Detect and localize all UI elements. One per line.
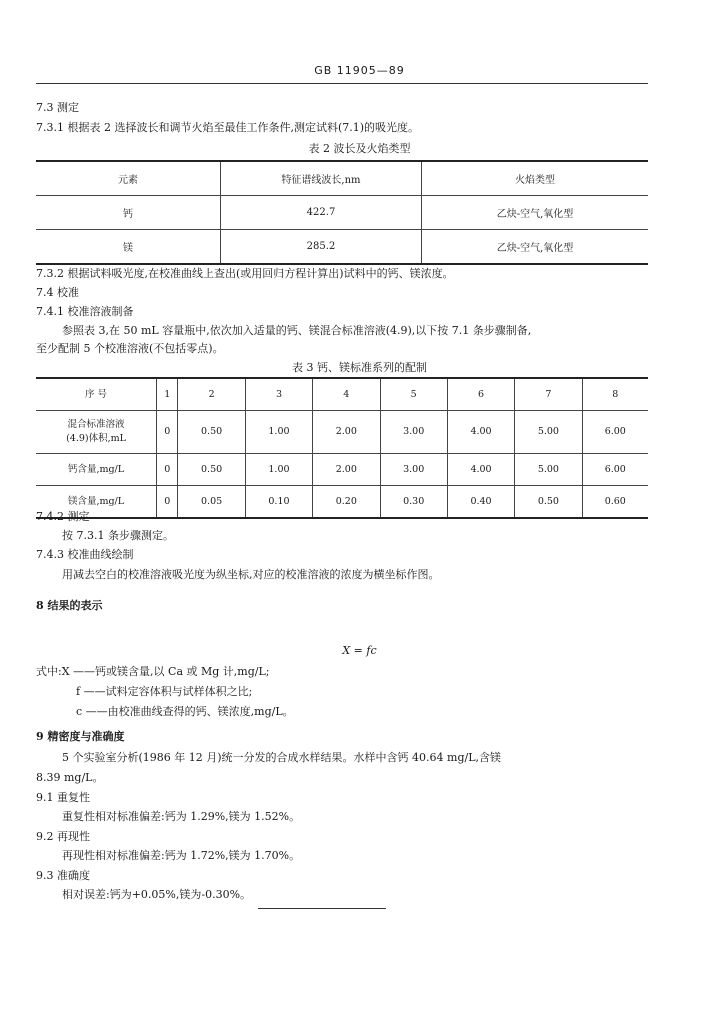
formula-where-x: 式中:X ——钙或镁含量,以 Ca 或 Mg 计,mg/L;: [36, 665, 270, 678]
table-cell: 0.50: [515, 486, 582, 519]
formula-where-f: f ——试料定容体积与试样体积之比;: [76, 685, 253, 698]
table-cell: 0.30: [380, 486, 447, 519]
table-cell: 4.00: [447, 454, 514, 486]
table-header-cell: 4: [313, 378, 380, 411]
formula-where-c: c ——由校准曲线查得的钙、镁浓度,mg/L。: [76, 705, 294, 718]
table-cell: 6.00: [582, 411, 648, 454]
header-rule: [36, 83, 648, 84]
section-7-3-heading: 7.3 测定: [36, 101, 79, 114]
table-cell: 422.7: [221, 196, 422, 230]
table-cell: 0.50: [178, 411, 245, 454]
table-cell: 1.00: [245, 411, 312, 454]
table-header-cell: 8: [582, 378, 648, 411]
section-7-4-1-text: 参照表 3,在 50 mL 容量瓶中,依次加入适量的钙、镁混合标准溶液(4.9),以下按 7.1 条步骤制备,: [62, 324, 532, 337]
table-cell: 0.40: [447, 486, 514, 519]
table-header-cell: 特征谱线波长,nm: [221, 161, 422, 196]
table-cell: 0.20: [313, 486, 380, 519]
section-9-3-heading: 9.3 准确度: [36, 869, 90, 882]
document-code: GB 11905—89: [314, 64, 405, 77]
end-rule: [258, 908, 386, 909]
table-row: [36, 454, 648, 486]
table-cell: 3.00: [380, 411, 447, 454]
section-7-3-2-text: 7.3.2 根据试料吸光度,在校准曲线上查出(或用回归方程计算出)试料中的钙、镁浓度。: [36, 267, 454, 280]
table-header-cell: 7: [515, 378, 582, 411]
row-label-line1: 混合标准溶液: [67, 419, 125, 430]
table-cell: 2.00: [313, 411, 380, 454]
table-cell: 乙炔-空气,氧化型: [422, 196, 649, 230]
table-cell: 0.05: [178, 486, 245, 519]
table-cell: 0.10: [245, 486, 312, 519]
table-row: [36, 161, 648, 196]
section-9-text-cont: 8.39 mg/L。: [36, 771, 104, 784]
table-header-cell: 3: [245, 378, 312, 411]
row-label-line2: (4.9)体积,mL: [66, 433, 126, 444]
table-cell: 乙炔-空气,氧化型: [422, 230, 649, 265]
section-9-1-text: 重复性相对标准偏差:钙为 1.29%,镁为 1.52%。: [62, 810, 301, 823]
table-2: [36, 160, 648, 265]
table-cell: 2.00: [313, 454, 380, 486]
table-cell: 钙: [36, 196, 221, 230]
table-cell: 0: [157, 454, 178, 486]
section-7-4-3-text: 用减去空白的校准溶液吸光度为纵坐标,对应的校准溶液的浓度为横坐标作图。: [62, 568, 440, 581]
section-8-heading: 8 结果的表示: [36, 599, 103, 612]
table-row: [36, 230, 648, 265]
table-3: [36, 377, 648, 519]
table-cell: 0.50: [178, 454, 245, 486]
table-cell: 0: [157, 411, 178, 454]
table-cell: 4.00: [447, 411, 514, 454]
section-9-2-text: 再现性相对标准偏差:钙为 1.72%,镁为 1.70%。: [62, 849, 301, 862]
table-cell: 0: [157, 486, 178, 519]
table-cell: 5.00: [515, 454, 582, 486]
section-7-4-heading: 7.4 校准: [36, 286, 79, 299]
table-cell: 285.2: [221, 230, 422, 265]
table-header-cell: 元素: [36, 161, 221, 196]
section-7-4-1-text-cont: 至少配制 5 个校准溶液(不包括零点)。: [36, 342, 224, 355]
table-header-cell: 序 号: [36, 378, 157, 411]
table-cell: 5.00: [515, 411, 582, 454]
table-2-caption: 表 2 波长及火焰类型: [308, 142, 411, 155]
table-3-caption: 表 3 钙、镁标准系列的配制: [292, 361, 427, 374]
table-row: [36, 411, 648, 454]
table-row: [36, 378, 648, 411]
table-header-cell: 1: [157, 378, 178, 411]
section-7-4-1-heading: 7.4.1 校准溶液制备: [36, 305, 134, 318]
table-header-cell: 6: [447, 378, 514, 411]
table-row-label: 镁含量,mg/L: [36, 486, 157, 519]
section-7-4-2-text: 按 7.3.1 条步骤测定。: [62, 529, 174, 542]
table-row: [36, 486, 648, 519]
section-7-3-1-text: 7.3.1 根据表 2 选择波长和调节火焰至最佳工作条件,测定试料(7.1)的吸光度。: [36, 121, 420, 134]
table-header-cell: 2: [178, 378, 245, 411]
table-header-cell: 火焰类型: [422, 161, 649, 196]
section-7-4-2-heading: 7.4.2 测定: [36, 510, 90, 523]
table-row-label: 钙含量,mg/L: [36, 454, 157, 486]
section-9-2-heading: 9.2 再现性: [36, 830, 90, 843]
formula: X = fc: [342, 644, 377, 657]
section-9-heading: 9 精密度与准确度: [36, 730, 125, 743]
table-row-label: [36, 411, 157, 454]
table-cell: 3.00: [380, 454, 447, 486]
section-9-1-heading: 9.1 重复性: [36, 791, 90, 804]
table-header-cell: 5: [380, 378, 447, 411]
section-7-4-3-heading: 7.4.3 校准曲线绘制: [36, 548, 134, 561]
table-cell: 镁: [36, 230, 221, 265]
table-cell: 0.60: [582, 486, 648, 519]
table-row: [36, 196, 648, 230]
table-cell: 1.00: [245, 454, 312, 486]
section-9-text: 5 个实验室分析(1986 年 12 月)统一分发的合成水样结果。水样中含钙 40.64 mg/L,含镁: [62, 751, 502, 764]
table-cell: 6.00: [582, 454, 648, 486]
section-9-3-text: 相对误差:钙为+0.05%,镁为-0.30%。: [62, 888, 252, 901]
